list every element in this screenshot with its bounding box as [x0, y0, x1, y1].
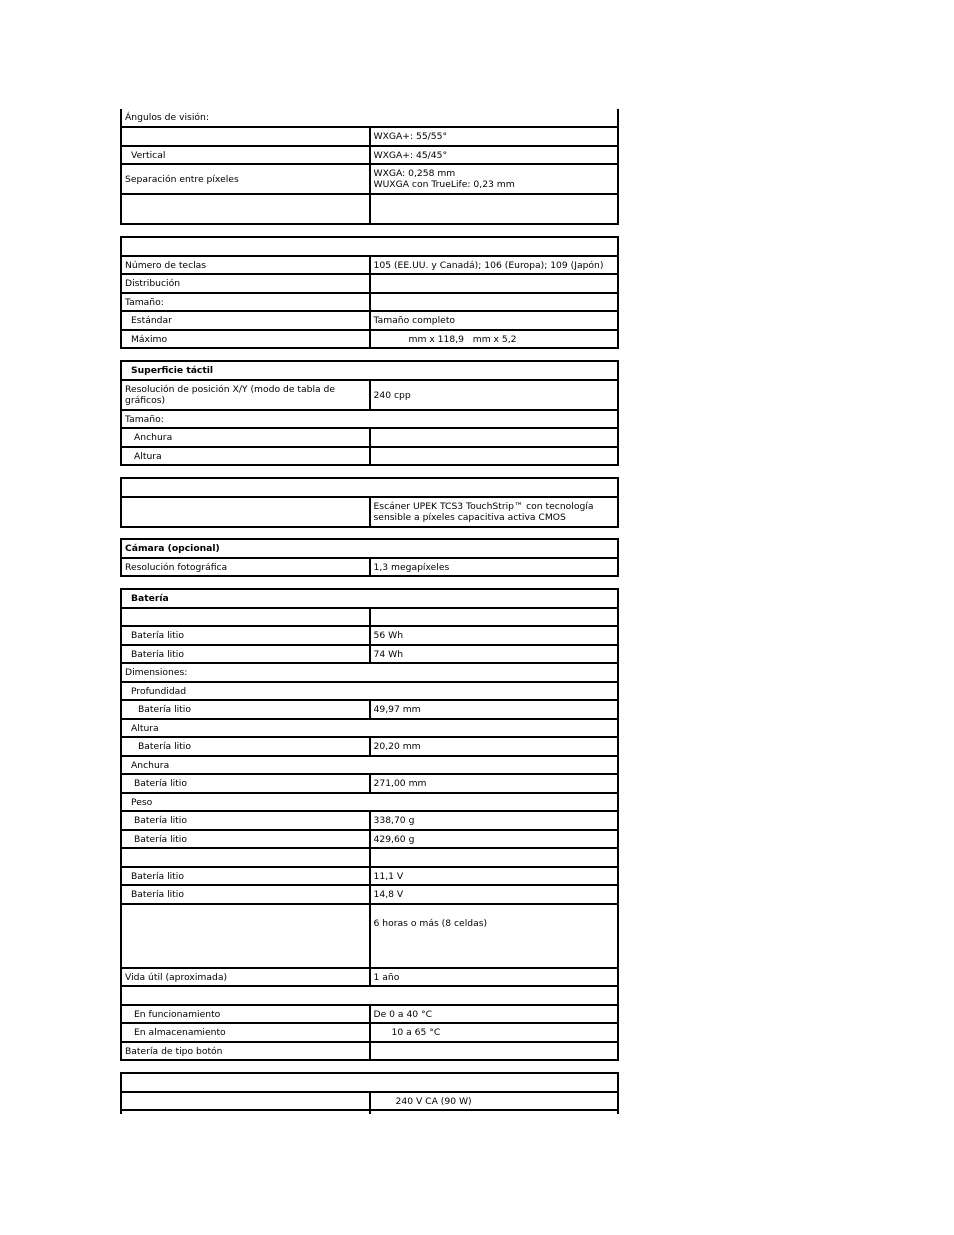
camera-spec-table	[120, 538, 619, 577]
table-row	[121, 756, 618, 774]
weight-label: Peso	[121, 793, 618, 811]
table-row	[121, 719, 618, 737]
operating-value: De 0 a 40 °C	[370, 1005, 619, 1023]
horizontal-label-cell	[121, 127, 370, 146]
standard-label: Estándar	[121, 311, 370, 330]
life-label: Vida útil (aproximada)	[121, 968, 370, 986]
pixel-pitch-value	[370, 164, 619, 194]
table-row	[121, 478, 618, 497]
empty-cell	[121, 848, 370, 867]
adapter-input-label	[121, 1092, 370, 1110]
pixel-pitch-line-1: WXGA: 0,258 mm	[373, 168, 456, 179]
table-row	[121, 447, 618, 465]
voltage-value-1: 11,1 V	[370, 867, 619, 885]
table-row	[121, 380, 618, 410]
table-row	[121, 164, 618, 194]
standard-value: Tamaño completo	[370, 311, 619, 330]
touchpad-header: Superficie táctil	[121, 361, 618, 380]
fingerprint-header	[121, 478, 618, 497]
empty-cell	[121, 1110, 370, 1114]
storage-label: En almacenamiento	[121, 1023, 370, 1042]
battery-cell-label: Batería litio	[121, 867, 370, 885]
touchpad-size-label: Tamaño:	[121, 410, 618, 428]
empty-cell	[370, 194, 619, 224]
adapter-header	[121, 1073, 618, 1092]
table-row	[121, 830, 618, 848]
adapter-input-value: 240 V CA (90 W)	[370, 1092, 619, 1110]
table-row	[121, 1042, 618, 1060]
table-row	[121, 968, 618, 986]
battery-cell-label: Batería litio	[121, 737, 370, 756]
table-row	[121, 127, 618, 146]
empty-cell	[121, 194, 370, 224]
camera-header: Cámara (opcional)	[121, 539, 618, 558]
touchpad-spec-table	[120, 360, 619, 466]
life-value: 1 año	[370, 968, 619, 986]
runtime-value: 6 horas o más (8 celdas)	[370, 904, 619, 968]
keyboard-size-label: Tamaño:	[121, 293, 370, 311]
weight-value-1: 338,70 g	[370, 811, 619, 830]
table-row	[121, 109, 618, 127]
table-row	[121, 867, 618, 885]
layout-label: Distribución	[121, 274, 370, 293]
table-row	[121, 645, 618, 663]
touchpad-width-value	[370, 428, 619, 447]
battery-capacity-1: 56 Wh	[370, 626, 619, 645]
table-row	[121, 1073, 618, 1092]
keyboard-spec-table	[120, 236, 619, 349]
table-row	[121, 774, 618, 793]
battery-cell-label: Batería litio	[121, 830, 370, 848]
table-row	[121, 539, 618, 558]
depth-value: 49,97 mm	[370, 700, 619, 719]
battery-cell-label: Batería litio	[121, 626, 370, 645]
touchpad-resolution-value: 240 cpp	[370, 380, 619, 410]
table-row	[121, 986, 618, 1005]
vertical-label: Vertical	[121, 146, 370, 164]
table-row	[121, 497, 618, 527]
table-row	[121, 330, 618, 348]
table-row	[121, 256, 618, 274]
table-row	[121, 1005, 618, 1023]
table-row	[121, 1110, 618, 1114]
table-row	[121, 237, 618, 256]
empty-cell	[121, 608, 370, 626]
table-row	[121, 700, 618, 719]
table-row	[121, 558, 618, 576]
coin-cell-label: Batería de tipo botón	[121, 1042, 370, 1060]
table-row	[121, 626, 618, 645]
table-row	[121, 589, 618, 608]
table-row	[121, 1092, 618, 1110]
coin-cell-value	[370, 1042, 619, 1060]
horizontal-value: WXGA+: 55/55°	[370, 127, 619, 146]
battery-header: Batería	[121, 589, 618, 608]
table-row	[121, 737, 618, 756]
camera-resolution-label: Resolución fotográfica	[121, 558, 370, 576]
height-value: 20,20 mm	[370, 737, 619, 756]
table-row	[121, 311, 618, 330]
fingerprint-type-value: Escáner UPEK TCS3 TouchStrip™ con tecnología sensible a píxeles capacitiva activa CMOS	[370, 497, 619, 527]
table-row	[121, 663, 618, 682]
voltage-value-2: 14,8 V	[370, 885, 619, 904]
keyboard-header	[121, 237, 618, 256]
empty-cell	[370, 608, 619, 626]
empty-cell	[370, 1110, 619, 1114]
max-value: mm x 118,9 mm x 5,2	[370, 330, 619, 348]
weight-value-2: 429,60 g	[370, 830, 619, 848]
table-row	[121, 194, 618, 224]
width-label: Anchura	[121, 756, 618, 774]
table-row	[121, 848, 618, 867]
fingerprint-spec-table	[120, 477, 619, 528]
layout-value	[370, 274, 619, 293]
operating-label: En funcionamiento	[121, 1005, 370, 1023]
vertical-value: WXGA+: 45/45°	[370, 146, 619, 164]
table-row	[121, 410, 618, 428]
table-row	[121, 682, 618, 700]
table-row	[121, 904, 618, 968]
touchpad-height-label: Altura	[121, 447, 370, 465]
table-row	[121, 293, 618, 311]
battery-spec-table	[120, 588, 619, 1061]
storage-value: 10 a 65 °C	[370, 1023, 619, 1042]
touchpad-resolution-label: Resolución de posición X/Y (modo de tabla de gráficos)	[121, 380, 370, 410]
max-label: Máximo	[121, 330, 370, 348]
battery-cell-label: Batería litio	[121, 700, 370, 719]
num-keys-label: Número de teclas	[121, 256, 370, 274]
table-row	[121, 1023, 618, 1042]
num-keys-value: 105 (EE.UU. y Canadá); 106 (Europa); 109 (Japón)	[370, 256, 619, 274]
height-label: Altura	[121, 719, 618, 737]
table-row	[121, 361, 618, 380]
viewing-angles-label: Ángulos de visión:	[121, 109, 618, 127]
table-row	[121, 811, 618, 830]
empty-cell	[370, 293, 619, 311]
table-row	[121, 146, 618, 164]
touchpad-width-label: Anchura	[121, 428, 370, 447]
adapter-spec-table	[120, 1072, 619, 1114]
fingerprint-type-label	[121, 497, 370, 527]
camera-resolution-value: 1,3 megapíxeles	[370, 558, 619, 576]
temperature-range-row	[121, 986, 618, 1005]
pixel-pitch-label: Separación entre píxeles	[121, 164, 370, 194]
table-row	[121, 428, 618, 447]
pixel-pitch-line-2: WUXGA con TrueLife: 0,23 mm	[373, 179, 515, 190]
table-row	[121, 793, 618, 811]
empty-cell	[370, 848, 619, 867]
table-row	[121, 885, 618, 904]
touchpad-height-value	[370, 447, 619, 465]
table-row	[121, 274, 618, 293]
battery-cell-label: Batería litio	[121, 774, 370, 793]
battery-cell-label: Batería litio	[121, 885, 370, 904]
battery-cell-label: Batería litio	[121, 645, 370, 663]
table-row	[121, 608, 618, 626]
display-spec-table	[120, 109, 619, 225]
runtime-label-cell	[121, 904, 370, 968]
width-value: 271,00 mm	[370, 774, 619, 793]
battery-capacity-2: 74 Wh	[370, 645, 619, 663]
battery-cell-label: Batería litio	[121, 811, 370, 830]
dimensions-label: Dimensiones:	[121, 663, 618, 682]
depth-label: Profundidad	[121, 682, 618, 700]
